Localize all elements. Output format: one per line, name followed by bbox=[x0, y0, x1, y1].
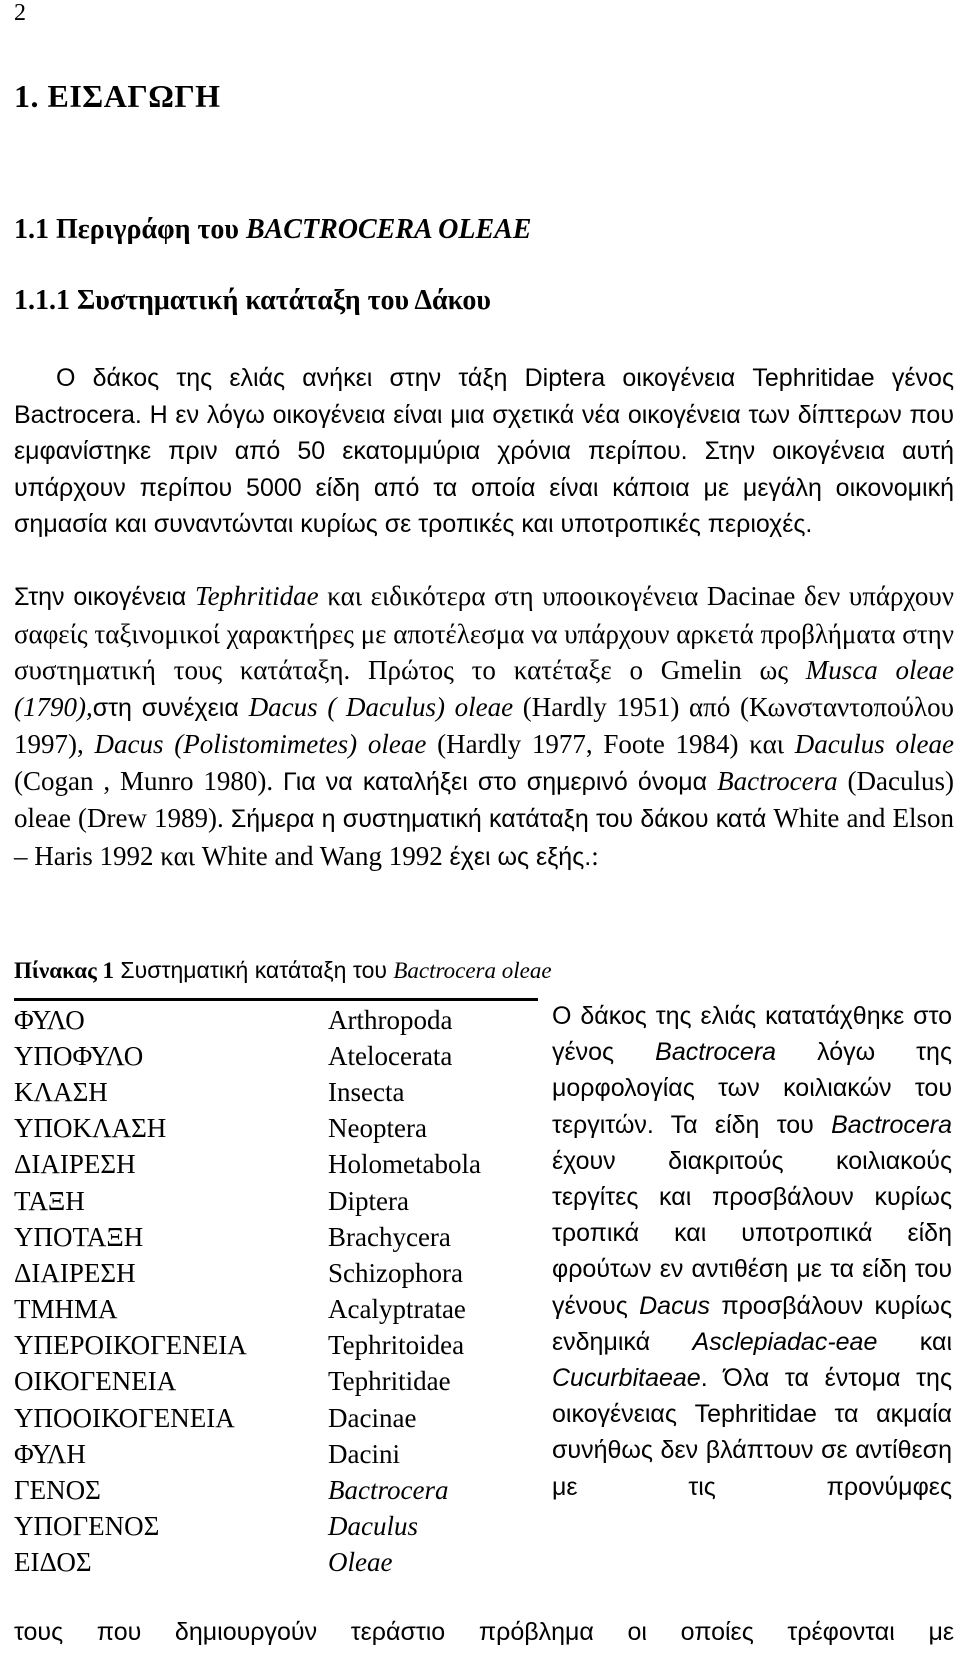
taxon-rank: ΤΜΗΜΑ bbox=[14, 1294, 118, 1325]
taxon-name: Diptera bbox=[328, 1185, 409, 1216]
taxon-rank: ΥΠΟΓΕΝΟΣ bbox=[14, 1511, 160, 1542]
taxonomy-table bbox=[14, 1002, 534, 1581]
taxon-name: Insecta bbox=[328, 1076, 405, 1107]
paragraph-intro: Ο δάκος της ελιάς ανήκει στην τάξη Diptera οικογένεια Tephritidae γένος Bactrocera. Η εν λόγω οικογένεια είναι μια σχετικά νέα οικογένεια των δίπτερων που εμφανίστηκε πριν από 50 εκατομμύρια χρόνια περίπου. Στην οικογένεια αυτή υπάρχουν περίπου 5000 είδη από τα οποία είναι κάποια με μεγάλη οικονομική σημασία και συναντώνται κυρίως σε τροπικές και υποτροπικές περιοχές. bbox=[14, 364, 954, 538]
taxon-rank: ΦΥΛΟ bbox=[14, 1004, 85, 1035]
taxon-name: Arthropoda bbox=[328, 1004, 453, 1035]
table-caption bbox=[14, 957, 552, 984]
table-row bbox=[14, 1472, 534, 1508]
page-number: 2 bbox=[14, 0, 26, 26]
taxon-name: Acalyptratae bbox=[328, 1294, 466, 1325]
table-row bbox=[14, 1436, 534, 1472]
section-heading-species: BACTROCERA OLEAE bbox=[245, 214, 532, 245]
section-heading bbox=[14, 214, 531, 246]
taxon-rank: ΕΙΔΟΣ bbox=[14, 1547, 92, 1578]
table-row bbox=[14, 1328, 534, 1364]
taxon-rank: ΓΕΝΟΣ bbox=[14, 1475, 101, 1506]
taxon-rank: ΥΠΕΡΟΙΚΟΓΕΝΕΙΑ bbox=[14, 1330, 247, 1361]
taxon-rank: ΥΠΟΦΥΛΟ bbox=[14, 1040, 144, 1071]
taxon-rank: ΔΙΑΙΡΕΣΗ bbox=[14, 1257, 136, 1288]
taxon-name: Schizophora bbox=[328, 1257, 463, 1288]
taxon-name: Neoptera bbox=[328, 1113, 427, 1144]
taxon-rank: ΤΑΞΗ bbox=[14, 1185, 85, 1216]
table-top-rule bbox=[14, 998, 538, 1001]
table-row bbox=[14, 1292, 534, 1328]
table-caption-label: Πίνακας 1 bbox=[14, 958, 115, 983]
table-row bbox=[14, 1002, 534, 1038]
table-caption-species: Bactrocera oleae bbox=[393, 958, 552, 983]
section-heading-text: 1.1 Περιγράφη του bbox=[14, 214, 246, 245]
taxon-rank: ΥΠΟΤΑΞΗ bbox=[14, 1221, 144, 1252]
taxon-rank: ΥΠΟΚΛΑΣΗ bbox=[14, 1113, 167, 1144]
chapter-heading: 1. ΕΙΣΑΓΩΓΗ bbox=[14, 78, 221, 114]
taxon-name: Daculus bbox=[328, 1511, 418, 1542]
table-row bbox=[14, 1183, 534, 1219]
table-row bbox=[14, 1364, 534, 1400]
taxon-rank: ΔΙΑΙΡΕΣΗ bbox=[14, 1149, 136, 1180]
table-row bbox=[14, 1400, 534, 1436]
table-row bbox=[14, 1147, 534, 1183]
table-row bbox=[14, 1255, 534, 1291]
table-row bbox=[14, 1074, 534, 1110]
taxon-rank: ΥΠΟΟΙΚΟΓΕΝΕΙΑ bbox=[14, 1402, 235, 1433]
taxon-rank: ΟΙΚΟΓΕΝΕΙΑ bbox=[14, 1366, 177, 1397]
taxon-name: Holometabola bbox=[328, 1149, 481, 1180]
taxon-name: Bactrocera bbox=[328, 1475, 449, 1506]
paragraph-continuation: τους που δημιουργούν τεράστιο πρόβλημα οι οποίες τρέφονται με bbox=[14, 1618, 954, 1646]
taxon-name: Oleae bbox=[328, 1547, 393, 1578]
table-row bbox=[14, 1038, 534, 1074]
taxon-name: Brachycera bbox=[328, 1221, 451, 1252]
table-row bbox=[14, 1111, 534, 1147]
side-paragraph: Ο δάκος της ελιάς κατατάχθηκε στο γένος Bactrocera λόγω της μορφολογίας των κοιλιακών του τεργιτών. Τα είδη του Bactrocera έχουν διακριτούς κοιλιακούς τεργίτες και προσβάλουν κυρίως τροπικά και υποτροπικά είδη φρούτων εν αντιθέση με τα είδη του γένους Dacus προσβάλουν κυρίως ενδημικά Asclepiadac-eae και Cucurbitaeae. Όλα τα έντομα της οικογένειας Tephritidae τα ακμαία συνήθως δεν βλάπτουν σε αντίθεση με τις προνύμφες bbox=[552, 1002, 953, 1501]
table-row bbox=[14, 1509, 534, 1545]
taxon-rank: ΦΥΛΗ bbox=[14, 1438, 86, 1469]
subsection-heading: 1.1.1 Συστηματική κατάταξη του Δάκου bbox=[14, 285, 491, 316]
table-row bbox=[14, 1545, 534, 1581]
taxon-name: Tephritidae bbox=[328, 1366, 451, 1397]
taxon-name: Atelocerata bbox=[328, 1040, 453, 1071]
taxon-rank: ΚΛΑΣΗ bbox=[14, 1076, 108, 1107]
taxon-name: Dacini bbox=[328, 1438, 400, 1469]
taxon-name: Tephritoidea bbox=[328, 1330, 465, 1361]
table-caption-text: Συστηματική κατάταξη του bbox=[114, 957, 394, 983]
taxon-name: Dacinae bbox=[328, 1402, 417, 1433]
table-row bbox=[14, 1219, 534, 1255]
paragraph-taxonomy-history: Στην οικογένεια Tephritidae και ειδικότερα στη υποοικογένεια Dacinae δεν υπάρχουν σαφείς ταξινομικοί χαρακτήρες με αποτέλεσμα να υπάρχουν αρκετά προβλήματα στην συστηματική τους κατάταξη. Πρώτος το κατέταξε ο Gmelin ως Musca oleae (1790),στη συνέχεια Dacus ( Daculus) oleae (Hardly 1951) από (Κωνσταντοπούλου 1997), Dacus (Polistomimetes) oleae (Hardly 1977, Foote 1984) και Daculus oleae (Cogan , Munro 1980). Για να καταλήξει στο σημερινό όνομα Bactrocera (Daculus) oleae (Drew 1989). Σήμερα η συστηματική κατάταξη του δάκου κατά White and Elson – Haris 1992 και White and Wang 1992 έχει ως εξής.: bbox=[14, 581, 955, 871]
